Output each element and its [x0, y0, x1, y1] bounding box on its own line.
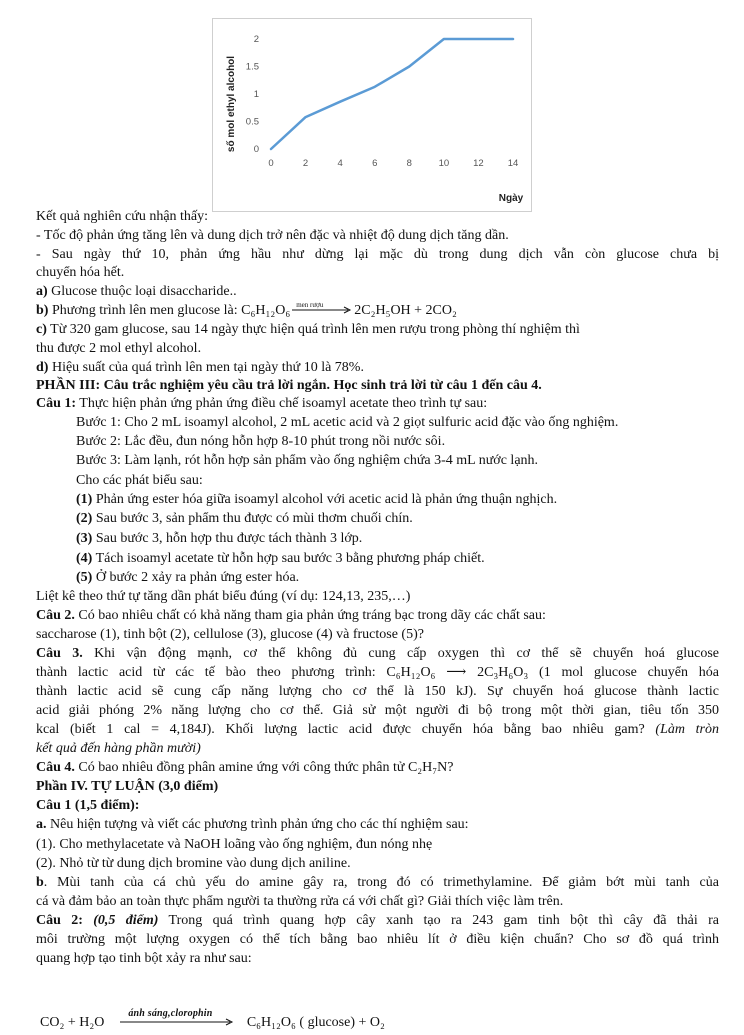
statement-1-num: (1) [76, 492, 93, 507]
y-tick-label: 1 [253, 89, 259, 100]
statement-3-num: (3) [76, 531, 93, 546]
reaction-arrow [290, 302, 354, 316]
statement-c-label: c) [36, 322, 47, 337]
statement-5-num: (5) [76, 570, 93, 585]
question-3-line-5-text: kcal (biết 1 cal = 4,184J). Khối lượng lactic acid được chuyển hóa bằng bao nhiêu gam? [36, 722, 656, 737]
statement-b-text: Phương trình lên men glucose là: [48, 303, 242, 318]
statement-2 [76, 510, 413, 528]
essay-2-line-3: quang hợp tạo tinh bột xảy ra như sau: [36, 951, 252, 966]
line-chart-svg [213, 19, 531, 211]
reaction-arrow-label: men rượu [296, 301, 324, 309]
step-1: Bước 1: Cho 2 mL isoamyl alcohol, 2 mL acetic acid và 2 giọt sulfuric acid đặc vào ống nghiệm. [76, 415, 619, 430]
question-2-label: Câu 2. [36, 608, 75, 623]
step-2: Bước 2: Lắc đều, đun nóng hỗn hợp 8-10 phút trong nồi nước sôi. [76, 434, 446, 449]
statement-1 [76, 491, 557, 509]
results-intro: Kết quả nghiên cứu nhận thấy: [36, 209, 209, 224]
essay-2-points: (0,5 điểm) [82, 913, 159, 928]
x-tick-label: 10 [438, 158, 450, 169]
list-instruction: Liệt kê theo thứ tự tăng dần phát biểu đúng (ví dụ: 124,13, 235,…) [36, 589, 411, 604]
essay-1a [36, 816, 469, 834]
y-tick-label: 2 [253, 34, 259, 45]
question-2-text: Có bao nhiêu chất có khả năng tham gia phản ứng tráng bạc trong dãy các chất sau: [74, 608, 546, 623]
statement-5-text: Ở bước 2 xảy ra phản ứng ester hóa. [92, 570, 300, 585]
x-tick-label: 4 [337, 158, 343, 169]
statement-5 [76, 569, 299, 587]
statement-b-reactant: C₆H₁₂O₆ [241, 303, 291, 318]
experiment-1: (1). Cho methylacetate và NaOH loãng vào ống nghiệm, đun nóng nhẹ [36, 837, 433, 852]
question-4-label: Câu 4. [36, 760, 75, 775]
question-4-text: Có bao nhiêu đồng phân amine ứng với công thức phân tử C₂H₇N? [74, 760, 454, 775]
x-tick-label: 0 [268, 158, 274, 169]
y-axis-label: số mol ethyl alcohol [226, 55, 237, 153]
question-2-line-2: saccharose (1), tinh bột (2), cellulose (3), glucose (4) và fructose (5)? [36, 627, 424, 642]
statement-a-label: a) [36, 284, 48, 299]
statement-a [36, 283, 237, 301]
x-axis-label: Ngày [498, 193, 524, 204]
experiment-2: (2). Nhỏ từ từ dung dịch bromine vào dung dịch aniline. [36, 856, 351, 871]
question-3-rounding-note: (Làm tròn [655, 722, 720, 737]
essay-1b-label: b [36, 875, 44, 890]
y-tick-label: 0.5 [245, 116, 259, 128]
essay-2-label: Câu 2: [36, 913, 83, 928]
question-3-line-4: acid giải phóng 2% năng lượng cho cơ thể. Giả sử một người đi bộ trong một thời gian, tiêu tốn 350 [36, 703, 719, 718]
statement-2-num: (2) [76, 511, 93, 526]
essay-2-line-2: môi trường một lượng oxygen có thể tích bằng bao nhiêu lít ở điều kiện chuẩn? Cho sơ đồ quá trình [36, 932, 719, 947]
x-tick-label: 14 [507, 158, 519, 169]
statement-b-product: 2C₂H₅OH + 2CO₂ [354, 303, 457, 318]
statement-c-cont: thu được 2 mol ethyl alcohol. [36, 341, 202, 356]
essay-2-text: Trong quá trình quang hợp cây xanh tạo ra 243 gam tinh bột thì cây đã thải ra [158, 913, 719, 928]
statement-3 [76, 530, 362, 548]
statement-b-label: b) [36, 303, 49, 318]
essay-1b-line-2: cá và đảm bảo an toàn thực phẩm người ta thường rửa cá với chất gì? Giải thích việc làm trên. [36, 894, 564, 909]
result-line-1: - Tốc độ phản ứng tăng lên và dung dịch trở nên đặc và nhiệt độ dung dịch tăng dần. [36, 228, 509, 243]
question-3-label: Câu 3. [36, 646, 83, 661]
ethanol-chart [212, 18, 532, 212]
x-tick-label: 8 [406, 158, 412, 169]
statement-c [36, 321, 580, 339]
question-3-line-6: kết quả đến hàng phần mười) [36, 741, 201, 756]
essay-1b [36, 874, 719, 892]
essay-1a-text: Nêu hiện tượng và viết các phương trình phản ứng cho các thí nghiệm sau: [46, 817, 469, 832]
photosynthesis-equation [40, 1008, 385, 1032]
statement-3-text: Sau bước 3, hỗn hợp thu được tách thành 3 lớp. [92, 531, 363, 546]
x-tick-label: 2 [302, 158, 309, 169]
statement-d-label: d) [36, 360, 49, 375]
section-3-heading: PHẦN III: Câu trắc nghiệm yêu cầu trả lời ngắn. Học sinh trả lời từ câu 1 đến câu 4. [36, 378, 542, 393]
question-1-text: Thực hiện phản ứng phản ứng điều chế isoamyl acetate theo trình tự sau: [76, 396, 488, 411]
x-tick-label: 12 [473, 158, 484, 169]
statement-1-text: Phản ứng ester hóa giữa isoamyl alcohol với acetic acid là phản ứng thuận nghịch. [92, 492, 558, 507]
equation-products: C₆H₁₂O₆ ( glucose) + O₂ [246, 1015, 385, 1030]
statement-c-text: Từ 320 gam glucose, sau 14 ngày thực hiện quá trình lên men rượu trong phòng thí nghiệm thì [46, 322, 580, 337]
question-3-line-3: thành lactic acid sẽ cung cấp năng lượng cho cơ thể là 150 kJ). Sự chuyển hoá glucose thành lactic [36, 684, 719, 699]
essay-1a-label: a. [36, 817, 47, 832]
photosynthesis-arrow-label: ánh sáng,clorophin [128, 1008, 213, 1019]
section-4-heading: Phần IV. TỰ LUẬN (3,0 điểm) [36, 779, 219, 794]
x-tick-label: 6 [372, 158, 378, 169]
statement-4 [76, 550, 485, 568]
statement-4-text: Tách isoamyl acetate từ hỗn hợp sau bước 3 bằng phương pháp chiết. [92, 551, 485, 566]
question-1 [36, 395, 487, 413]
statement-4-num: (4) [76, 551, 93, 566]
photosynthesis-arrow [118, 1008, 236, 1028]
statement-2-text: Sau bước 3, sản phẩm thu được có mùi thơm chuối chín. [92, 511, 413, 526]
question-3-line-5 [36, 721, 719, 739]
result-line-2-cont: chuyển hóa hết. [36, 265, 125, 280]
equation-reactants: CO₂ + H₂O [40, 1015, 105, 1030]
question-3 [36, 645, 719, 663]
essay-question-1-heading: Câu 1 (1,5 điểm): [36, 798, 140, 813]
statement-b [36, 302, 457, 320]
series-line [271, 39, 513, 149]
result-line-2: - Sau ngày thứ 10, phản ứng hầu như dừng lại mặc dù trong dung dịch vẫn còn glucose chưa bị [36, 247, 719, 262]
statement-a-text: Glucose thuộc loại disaccharide.. [47, 284, 237, 299]
step-3: Bước 3: Làm lạnh, rót hỗn hợp sản phẩm vào ống nghiệm chứa 3-4 mL nước lạnh. [76, 453, 539, 468]
question-4 [36, 759, 454, 777]
y-tick-label: 0 [253, 144, 259, 155]
question-3-text: Khi vận động mạnh, cơ thể không đủ cung cấp oxygen thì cơ thể sẽ chuyển hoá glucose [82, 646, 719, 661]
y-tick-label: 1.5 [245, 61, 259, 73]
right-arrow-icon [290, 306, 354, 314]
question-1-label: Câu 1: [36, 396, 77, 411]
question-3-line-2: thành lactic acid từ các tế bào theo phương trình: C₆H₁₂O₆ ⟶ 2C₃H₆O₃ (1 mol glucose chuyển hóa [36, 665, 719, 680]
statements-intro: Cho các phát biểu sau: [76, 473, 203, 488]
statement-d [36, 359, 364, 377]
essay-1b-text: . Mùi tanh của cá chủ yếu do amine gây ra, trong đó có trimethylamine. Để giảm bớt mùi tanh của [43, 875, 719, 890]
statement-d-text: Hiệu suất của quá trình lên men tại ngày thứ 10 là 78%. [48, 360, 364, 375]
question-2 [36, 607, 546, 625]
essay-question-2 [36, 912, 719, 930]
right-arrow-icon [118, 1018, 236, 1026]
